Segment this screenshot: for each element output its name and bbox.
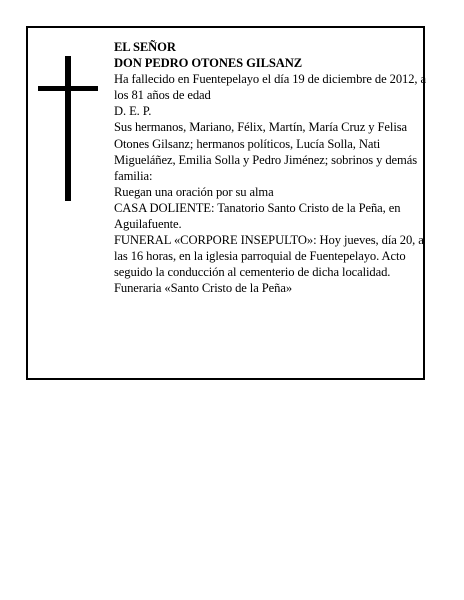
- cross-vertical-bar: [65, 56, 71, 201]
- rip-line: D. E. P.: [114, 104, 152, 119]
- obituary-text: [114, 39, 434, 297]
- cross-horizontal-bar: [38, 86, 98, 91]
- death-statement: Ha fallecido en Fuentepelayo el día 19 de diciembre de 2012, a los 81 años de edad: [114, 72, 427, 103]
- prayer-line: Ruegan una oración por su alma: [114, 184, 274, 199]
- obituary-notice: [26, 26, 425, 380]
- deceased-name: DON PEDRO OTONES GILSANZ: [114, 56, 303, 71]
- funeral-home: Funeraria «Santo Cristo de la Peña»: [114, 281, 293, 296]
- house-of-mourning: CASA DOLIENTE: Tanatorio Santo Cristo de la Peña, en Aguilafuente.: [114, 200, 401, 232]
- funeral-details: FUNERAL «CORPORE INSEPULTO»: Hoy jueves, día 20, a las 16 horas, en la iglesia parroquial de Fuentepelayo. Acto seguido la conducción al cementerio de dicha localidad.: [114, 233, 424, 280]
- heading-title: EL SEÑOR: [114, 40, 176, 54]
- family-list: Sus hermanos, Mariano, Félix, Martín, María Cruz y Felisa Otones Gilsanz; hermanos políticos, Lucía Solla, Nati Migueláñez, Emilia Solla y Pedro Jiménez; sobrinos y demás familia:: [114, 120, 418, 183]
- cross-icon: [38, 56, 98, 201]
